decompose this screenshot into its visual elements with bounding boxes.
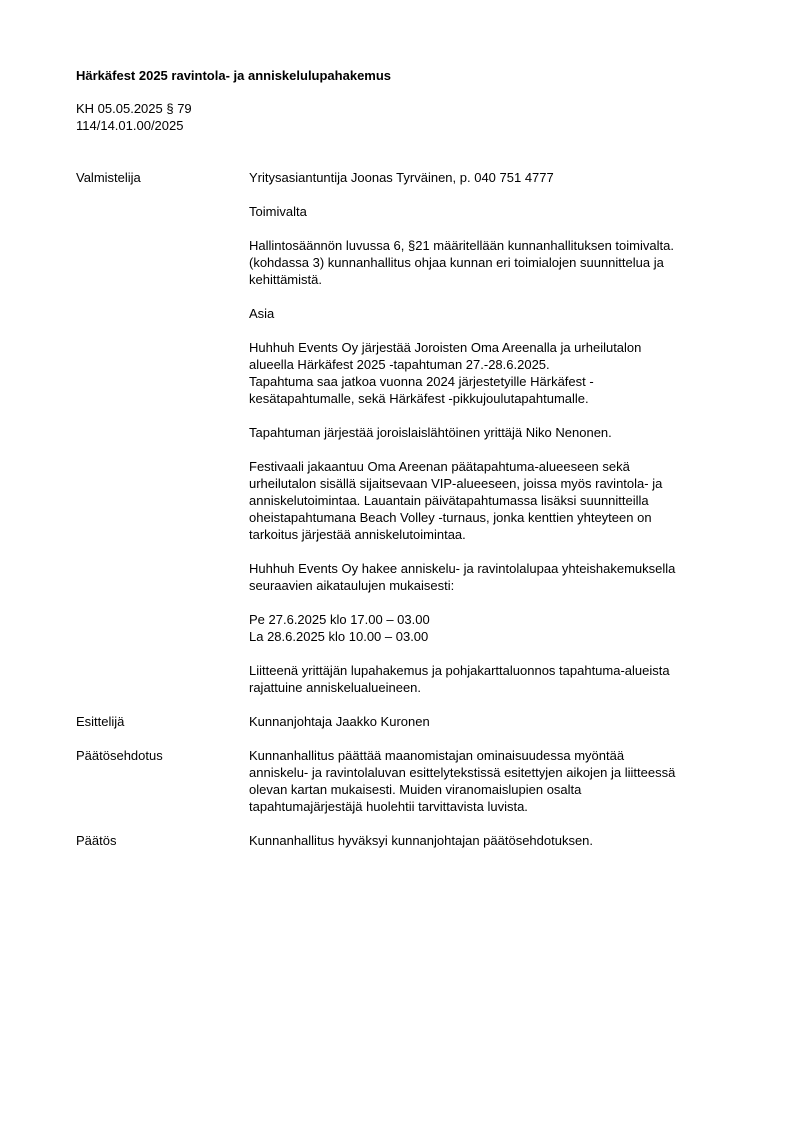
decision-text: Kunnanhallitus hyväksyi kunnanjohtajan päätösehdotuksen. (249, 833, 594, 848)
section-paatos (76, 832, 736, 849)
section-label-esittelija: Esittelijä (76, 714, 125, 729)
section-content-esittelija (249, 713, 736, 730)
section-content-paatosehdotus (249, 747, 736, 815)
paragraph-authority: Hallintosäännön luvussa 6, §21 määritellään kunnanhallituksen toimivalta. (kohdassa 3) kunnanhallitus ohjaa kunnan eri toimialojen suunnittelua ja kehittämistä. (249, 238, 674, 287)
section-label-paatosehdotus: Päätösehdotus (76, 748, 163, 763)
section-label-paatos: Päätös (76, 833, 117, 848)
section-content-paatos (249, 832, 736, 849)
paragraph-event-intro: Huhhuh Events Oy järjestää Joroisten Oma Areenalla ja urheilutalon alueella Härkäfest 2025 -tapahtuman 27.-28.6.2025. Tapahtuma saa jatkoa vuonna 2024 järjestetyille Härkäfest - kesätapahtumalle, sekä Härkäfest -pikkujoulutapahtumalle. (249, 340, 642, 406)
section-valmistelija (76, 169, 736, 696)
section-esittelija (76, 713, 736, 730)
paragraph-festival-areas: Festivaali jakaantuu Oma Areenan päätapahtuma-alueeseen sekä urheilutalon sisällä sijaitsevaan VIP-alueeseen, joissa myös ravintola- ja anniskelutoimintaa. Lauantain päivätapahtumassa lisäksi suunnitteilla oheistapahtumana Beach Volley -turnaus, jonka kenttien yhteyteen on tarkoitus järjestää anniskelutoimintaa. (249, 459, 663, 542)
section-label-valmistelija: Valmistelija (76, 170, 141, 185)
preparer-line: Yritysasiantuntija Joonas Tyrväinen, p. 040 751 4777 (249, 170, 554, 185)
document-sections (76, 169, 736, 849)
subheading-toimivalta: Toimivalta (249, 204, 307, 219)
section-paatosehdotus (76, 747, 736, 815)
document-page (76, 67, 736, 866)
paragraph-attachment: Liitteenä yrittäjän lupahakemus ja pohjakarttaluonnos tapahtuma-alueista rajattuine anniskelualueineen. (249, 663, 670, 695)
proposal-text: Kunnanhallitus päättää maanomistajan ominaisuudessa myöntää anniskelu- ja ravintolaluvan esittelytekstissä esitettyjen aikojen ja liitteessä olevan kartan mukaisesti. Muiden viranomaislupien osalta tapahtumajärjestäjä huolehtii tarvittavista luvista. (249, 748, 676, 814)
paragraph-application: Huhhuh Events Oy hakee anniskelu- ja ravintolalupaa yhteishakemuksella seuraavien aikataulujen mukaisesti: (249, 561, 676, 593)
section-content-valmistelija (249, 169, 736, 696)
meeting-reference: KH 05.05.2025 § 79 (76, 101, 192, 116)
paragraph-organizer: Tapahtuman järjestää joroislaislähtöinen yrittäjä Niko Nenonen. (249, 425, 612, 440)
subheading-asia: Asia (249, 306, 275, 321)
document-title: Härkäfest 2025 ravintola- ja anniskelulupahakemus (76, 68, 392, 83)
document-meta (76, 100, 736, 134)
record-number: 114/14.01.00/2025 (76, 118, 184, 133)
paragraph-schedule: Pe 27.6.2025 klo 17.00 – 03.00 La 28.6.2025 klo 10.00 – 03.00 (249, 612, 430, 644)
presenter-line: Kunnanjohtaja Jaakko Kuronen (249, 714, 430, 729)
